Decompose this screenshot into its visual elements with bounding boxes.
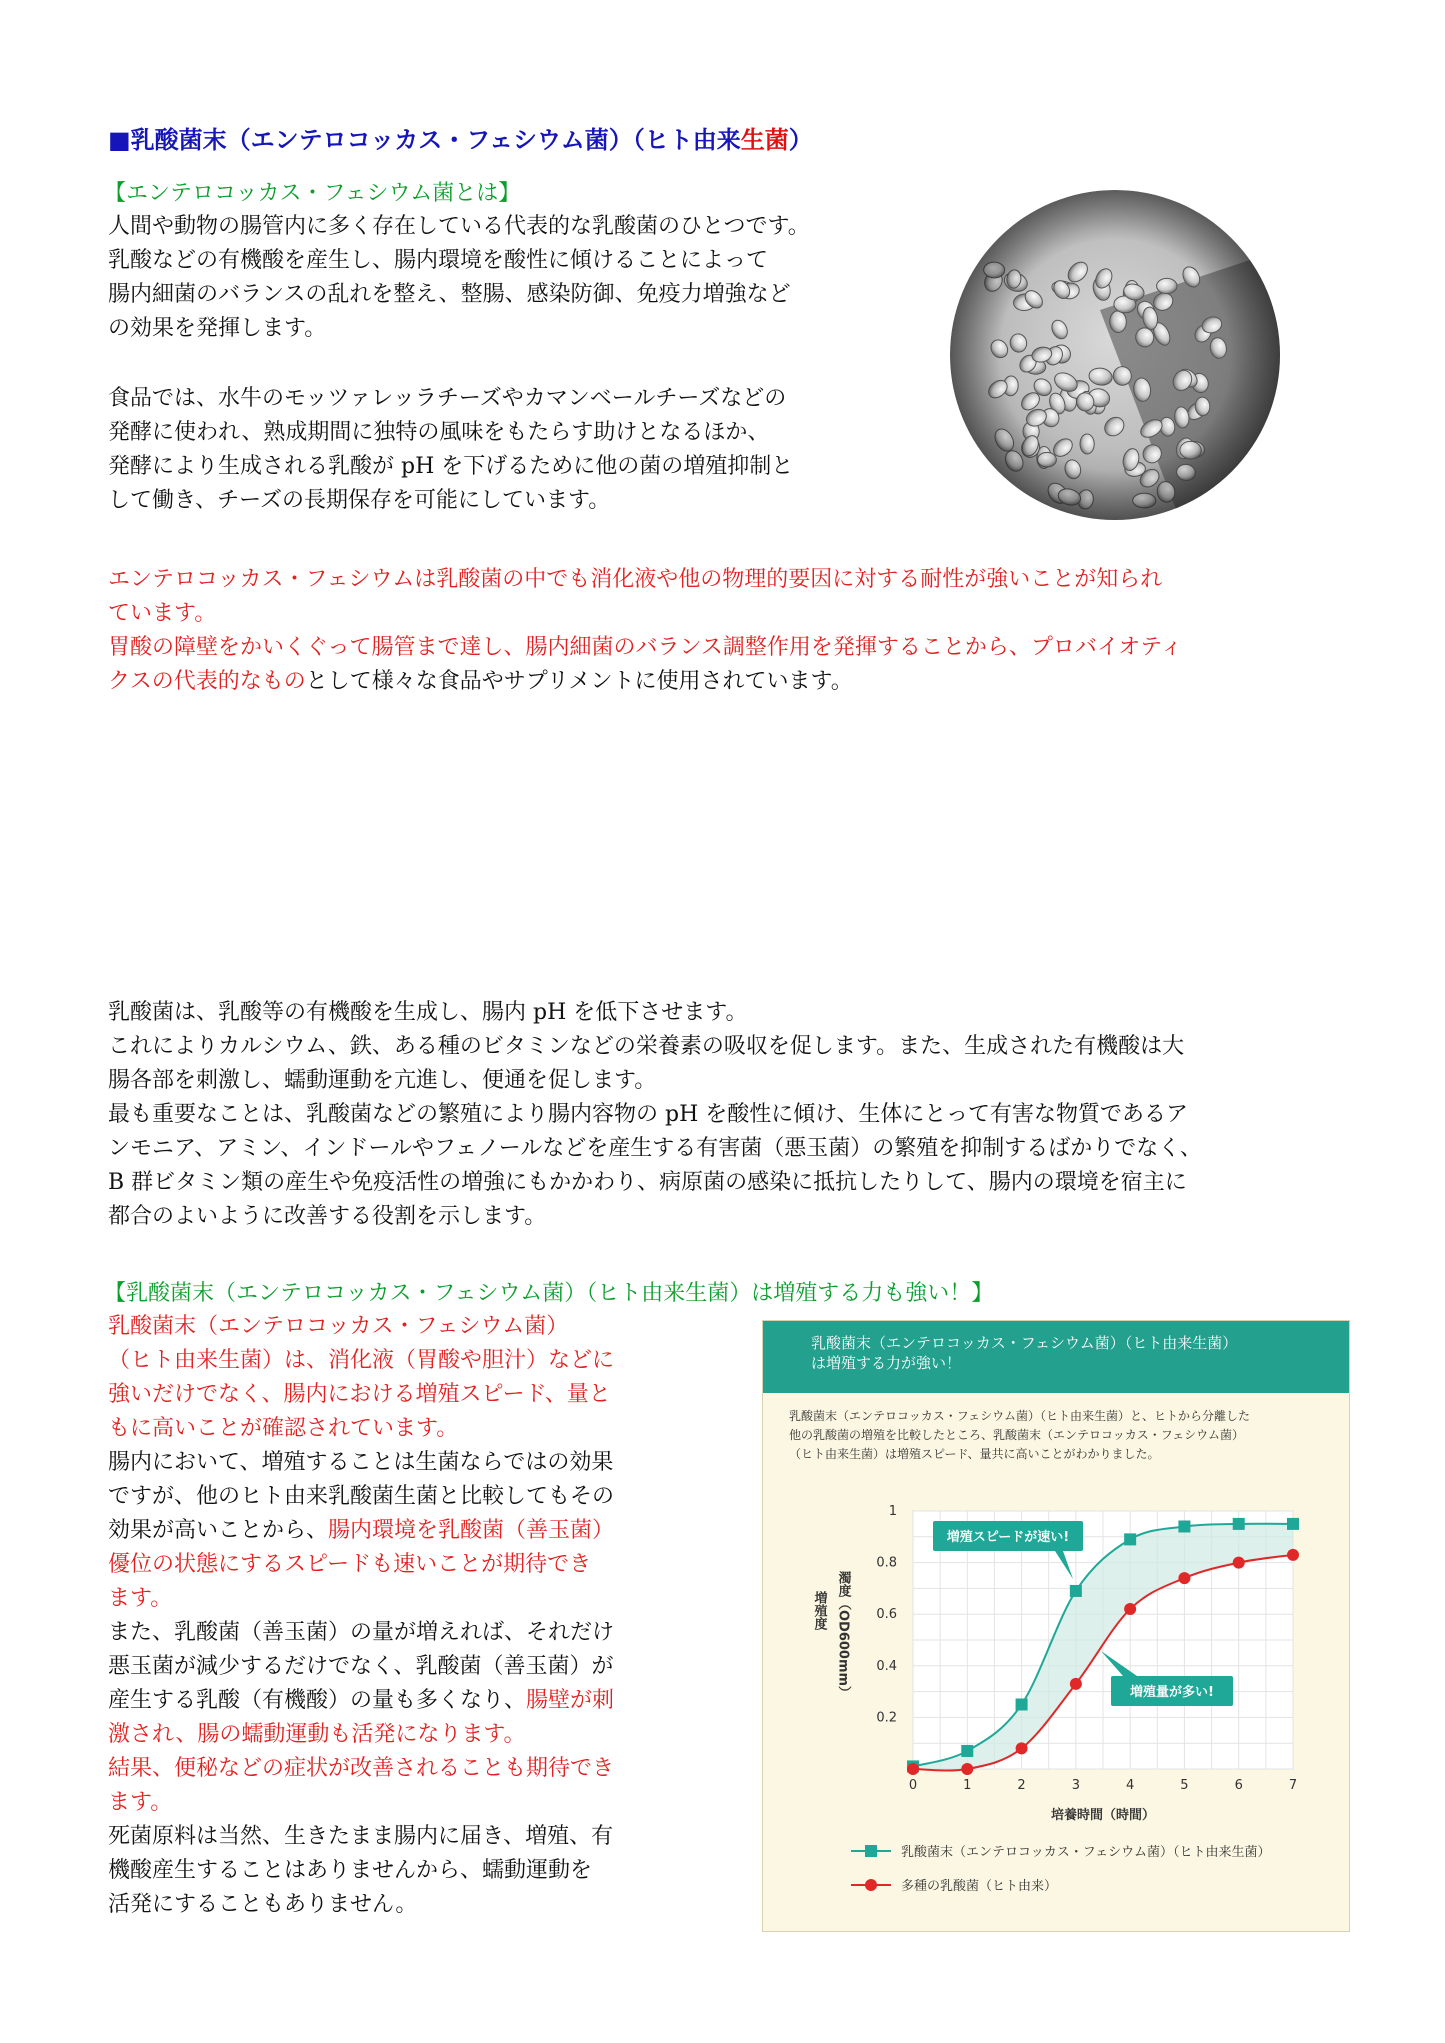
title-highlight: 生菌 [740, 126, 789, 154]
legend-label: 乳酸菌末（エンテロコッカス・フェシウム菌）（ヒト由来生菌） [901, 1845, 1271, 1860]
y-tick-label: 0.6 [876, 1607, 897, 1623]
chart-description-line: 他の乳酸菌の増殖を比較したところ、乳酸菌末（エンテロコッカス・フェシウム菌） [789, 1428, 1245, 1442]
title-main: ■乳酸菌末（エンテロコッカス・フェシウム菌）（ヒト由来 [108, 126, 741, 154]
data-point [1124, 1603, 1136, 1615]
text-line: ですが、他のヒト由来乳酸菌生菌と比較してもその [108, 1484, 615, 1509]
legend-marker [865, 1879, 877, 1891]
title-close: ） [788, 126, 813, 154]
data-point [1016, 1699, 1028, 1711]
text-line: 死菌原料は当然、生きたまま腸内に届き、増殖、有 [108, 1824, 614, 1849]
data-point [961, 1745, 973, 1757]
black-text: 産生する乳酸（有機酸）の量も多くなり、 [108, 1688, 527, 1713]
x-tick-label: 0 [908, 1778, 918, 1793]
x-tick-label: 3 [1071, 1778, 1080, 1793]
red-text: 腸内環境を乳酸菌（善玉菌） [328, 1518, 615, 1543]
black-text: として様々な食品やサプリメントに使用されています。 [305, 669, 853, 694]
text-line: 胃酸の障壁をかいくぐって腸管まで達し、腸内細菌のバランス調整作用を発揮することから、プロバイオティ [108, 635, 1183, 660]
data-point [1016, 1742, 1028, 1754]
text-line: 発酵に使われ、熟成期間に独特の風味をもたらす助けとなるほか、 [108, 420, 770, 445]
text-line: 結果、便秘などの症状が改善されることも期待でき [108, 1756, 615, 1781]
data-point [1233, 1557, 1245, 1569]
text-line: 腸内細菌のバランスの乱れを整え、整腸、感染防御、免疫力増強など [108, 282, 791, 307]
legend-marker [865, 1845, 877, 1857]
text-line: の効果を発揮します。 [108, 316, 327, 341]
x-tick-label: 7 [1288, 1778, 1298, 1793]
text-line: して働き、チーズの長期保存を可能にしています。 [108, 488, 611, 513]
red-text: クスの代表的なもの [108, 669, 306, 694]
data-point [1178, 1520, 1190, 1532]
y-axis-sublabel: 濁度（OD600mm） [835, 1571, 851, 1700]
data-point [1124, 1533, 1136, 1545]
text-line: もに高いことが確認されています。 [108, 1416, 459, 1441]
text-line: 腸各部を刺激し、蠕動運動を亢進し、便通を促します。 [108, 1068, 657, 1093]
section1-red-para [108, 563, 1182, 699]
data-point [1233, 1518, 1245, 1530]
x-tick-label: 5 [1180, 1778, 1189, 1793]
data-point [1287, 1518, 1299, 1530]
text-line: 発酵により生成される乳酸が pH を下げるために他の菌の増殖抑制と [108, 454, 794, 479]
section3-body [108, 1310, 614, 1922]
text-line: 人間や動物の腸管内に多く存在している代表的な乳酸菌のひとつです。 [108, 214, 810, 239]
x-axis-label: 培養時間（時間） [1050, 1808, 1156, 1823]
x-tick-label: 4 [1126, 1778, 1135, 1793]
data-point [1070, 1678, 1082, 1690]
text-line: ンモニア、アミン、インドールやフェノールなどを産生する有害菌（悪玉菌）の繁殖を抑制するばかりでなく、 [108, 1136, 1202, 1161]
text-line: 機酸産生することはありませんから、蠕動運動を [108, 1858, 593, 1883]
x-tick-label: 2 [1017, 1778, 1026, 1793]
text-line: ます。 [108, 1586, 173, 1611]
black-text: 効果が高いことから、 [108, 1518, 329, 1543]
data-point [961, 1763, 973, 1775]
x-tick-label: 1 [963, 1778, 972, 1793]
text-line: 悪玉菌が減少するだけでなく、乳酸菌（善玉菌）が [108, 1654, 614, 1679]
text-line: 活発にすることもありません。 [108, 1892, 418, 1917]
text-line: また、乳酸菌（善玉菌）の量が増えれば、それだけ [108, 1620, 615, 1645]
data-point [1287, 1549, 1299, 1561]
y-axis-label: 増殖度 [811, 1591, 827, 1630]
text-line: ています。 [108, 601, 217, 626]
text-line: （ヒト由来生菌）は、消化液（胃酸や胆汁）などに [108, 1348, 615, 1373]
y-tick-label: 0.4 [876, 1658, 897, 1674]
text-line: 乳酸などの有機酸を産生し、腸内環境を酸性に傾けることによって [108, 248, 769, 273]
legend-label: 多種の乳酸菌（ヒト由来） [901, 1879, 1058, 1894]
text-line: 食品では、水牛のモッツァレッラチーズやカマンベールチーズなどの [108, 386, 787, 411]
text-line: 最も重要なことは、乳酸菌などの繁殖により腸内容物の pH を酸性に傾け、生体にとって有害な物質であるア [108, 1102, 1188, 1127]
text-line: 乳酸菌は、乳酸等の有機酸を生成し、腸内 pH を低下させます。 [108, 1000, 748, 1025]
section2-para [108, 996, 1202, 1234]
annotation-text: 増殖量が多い! [1130, 1685, 1214, 1700]
text-line: 都合のよいように改善する役割を示します。 [108, 1204, 547, 1229]
data-point [907, 1763, 919, 1775]
text-line: 乳酸菌末（エンテロコッカス・フェシウム菌） [108, 1314, 569, 1339]
growth-chart-card [762, 1320, 1350, 1932]
bacteria-micrograph [950, 190, 1280, 520]
section3-heading: 【乳酸菌末（エンテロコッカス・フェシウム菌）（ヒト由来生菌）は増殖する力も強い！】 [104, 1281, 994, 1306]
text-line: 強いだけでなく、腸内における増殖スピード、量と [108, 1382, 611, 1407]
growth-chart [763, 1321, 1349, 1931]
y-tick-label: 0.2 [876, 1710, 897, 1726]
chart-header-line: 乳酸菌末（エンテロコッカス・フェシウム菌）（ヒト由来生菌） [811, 1334, 1238, 1352]
chart-description-line: （ヒト由来生菌）は増殖スピード、量共に高いことがわかりました。 [789, 1447, 1160, 1461]
y-tick-label: 1 [888, 1504, 897, 1519]
x-tick-label: 6 [1234, 1778, 1243, 1793]
section1-para1 [108, 210, 810, 346]
data-point [1178, 1572, 1190, 1584]
text-line [108, 665, 1182, 699]
data-point [1070, 1585, 1082, 1597]
text-line [108, 1514, 614, 1548]
text-line [108, 1684, 614, 1718]
text-line: 激され、腸の蠕動運動も活発になります。 [108, 1722, 526, 1747]
text-line: 腸内において、増殖することは生菌ならではの効果 [108, 1450, 614, 1475]
annotation-text: 増殖スピードが速い! [946, 1530, 1070, 1545]
bacteria-image [950, 190, 1280, 520]
text-line: これによりカルシウム、鉄、ある種のビタミンなどの栄養素の吸収を促します。また、生成された有機酸は大 [108, 1034, 1185, 1059]
chart-description-line: 乳酸菌末（エンテロコッカス・フェシウム菌）（ヒト由来生菌）と、ヒトから分離した [789, 1409, 1251, 1423]
text-line: 優位の状態にするスピードも速いことが期待でき [108, 1552, 592, 1577]
text-line: ます。 [108, 1790, 173, 1815]
section1-heading: 【エンテロコッカス・フェシウム菌とは】 [104, 181, 521, 206]
text-line: B 群ビタミン類の産生や免疫活性の増強にもかかわり、病原菌の感染に抵抗したりして、腸内の環境を宿主に [108, 1170, 1187, 1195]
y-tick-label: 0.8 [876, 1555, 897, 1571]
chart-header-line: は増殖する力が強い！ [811, 1354, 962, 1372]
section1-para2 [108, 382, 793, 518]
text-line: エンテロコッカス・フェシウムは乳酸菌の中でも消化液や他の物理的要因に対する耐性が強いことが知られ [108, 567, 1163, 592]
red-text: 腸壁が刺 [526, 1688, 615, 1713]
page-title [108, 120, 813, 155]
